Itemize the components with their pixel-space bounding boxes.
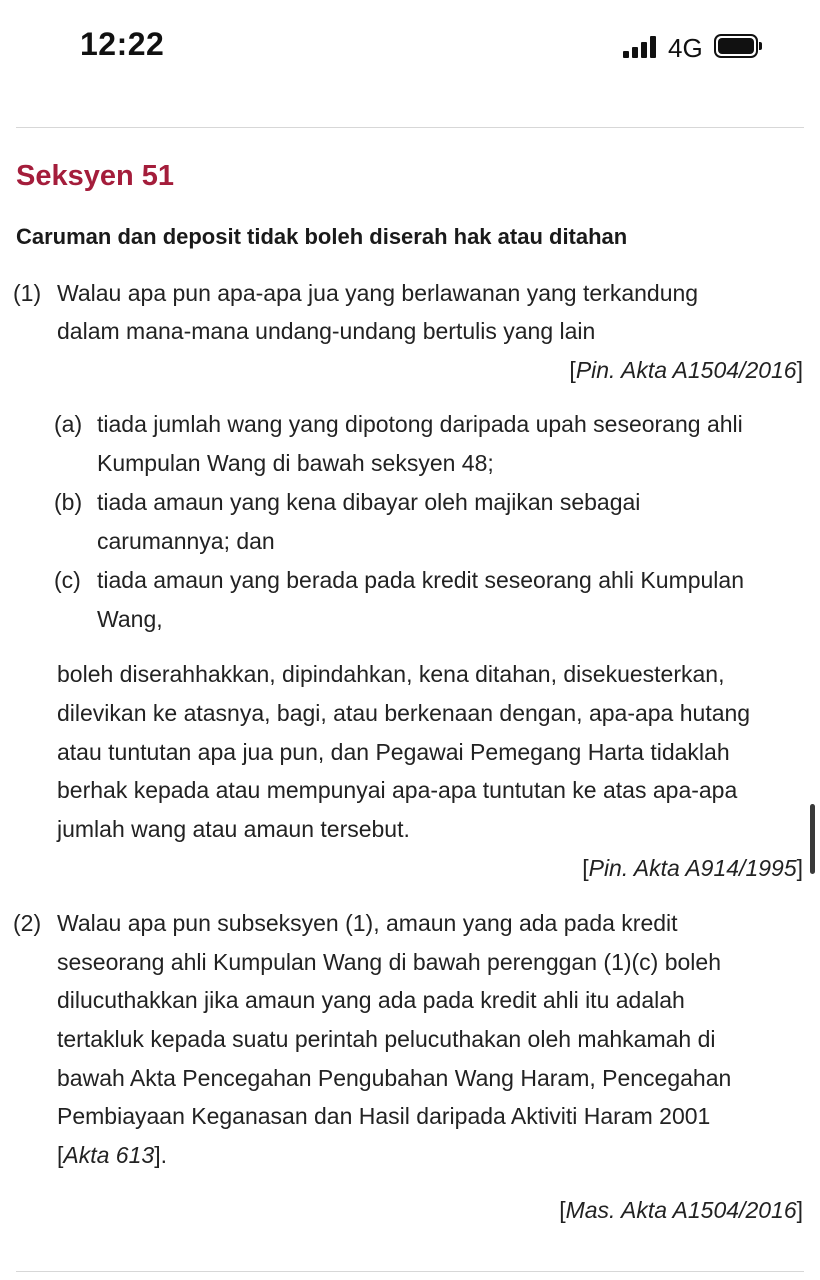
section-heading: Caruman dan deposit tidak boleh diserah hak atau ditahan (16, 224, 628, 249)
battery-fill (718, 38, 754, 54)
item-b-text: carumannya; dan (97, 528, 275, 554)
top-divider (16, 127, 804, 128)
subsection-2-act-ref: [Akta 613]. (57, 1142, 167, 1168)
closing-line: atau tuntutan apa jua pun, dan Pegawai Pemegang Harta tidaklah (57, 739, 730, 765)
scrollbar[interactable] (810, 804, 815, 874)
subsection-2-line: tertakluk kepada suatu perintah pelucuthakan oleh mahkamah di (57, 1026, 716, 1052)
closing-line: jumlah wang atau amaun tersebut. (57, 816, 410, 842)
item-b-text: tiada amaun yang kena dibayar oleh majikan sebagai (97, 489, 641, 515)
closing-amendment-ref: [Pin. Akta A914/1995] (582, 855, 803, 881)
item-a-label: (a) (54, 411, 83, 437)
section-title: Seksyen 51 (16, 160, 175, 192)
subsection-1-line: dalam mana-mana undang-undang bertulis yang lain (57, 318, 596, 344)
status-time: 12:22 (80, 26, 165, 62)
bottom-divider (16, 1271, 804, 1272)
signal-strength-icon (623, 36, 661, 58)
closing-line: dilevikan ke atasnya, bagi, atau berkenaan dengan, apa-apa hutang (57, 700, 751, 726)
network-type-label: 4G (668, 33, 703, 63)
subsection-1-amendment-ref: [Pin. Akta A1504/2016] (569, 357, 803, 383)
subsection-1-line: Walau apa pun apa-apa jua yang berlawanan yang terkandung (57, 280, 699, 306)
closing-line: berhak kepada atau mempunyai apa-apa tuntutan ke atas apa-apa (57, 777, 738, 803)
item-b-label: (b) (54, 489, 83, 515)
closing-line: boleh diserahhakkan, dipindahkan, kena ditahan, disekuesterkan, (57, 661, 725, 687)
subsection-2-number: (2) (13, 910, 42, 936)
item-c-label: (c) (54, 567, 81, 593)
item-c-text: Wang, (97, 606, 163, 632)
status-bar (0, 0, 820, 96)
subsection-1-number: (1) (13, 280, 42, 306)
subsection-2-line: bawah Akta Pencegahan Pengubahan Wang Haram, Pencegahan (57, 1065, 732, 1091)
battery-icon (714, 34, 762, 58)
item-c-text: tiada amaun yang berada pada kredit seseorang ahli Kumpulan (97, 567, 744, 593)
item-a-text: Kumpulan Wang di bawah seksyen 48; (97, 450, 494, 476)
subsection-2-line: Pembiayaan Keganasan dan Hasil daripada Aktiviti Haram 2001 (57, 1103, 711, 1129)
subsection-2-line: dilucuthakkan jika amaun yang ada pada kredit ahli itu adalah (57, 987, 685, 1013)
item-a-text: tiada jumlah wang yang dipotong daripada upah seseorang ahli (97, 411, 743, 437)
subsection-2-line: seseorang ahli Kumpulan Wang di bawah perenggan (1)(c) boleh (57, 949, 722, 975)
subsection-2-line: Walau apa pun subseksyen (1), amaun yang ada pada kredit (57, 910, 678, 936)
subsection-2-amendment-ref: [Mas. Akta A1504/2016] (559, 1197, 803, 1223)
